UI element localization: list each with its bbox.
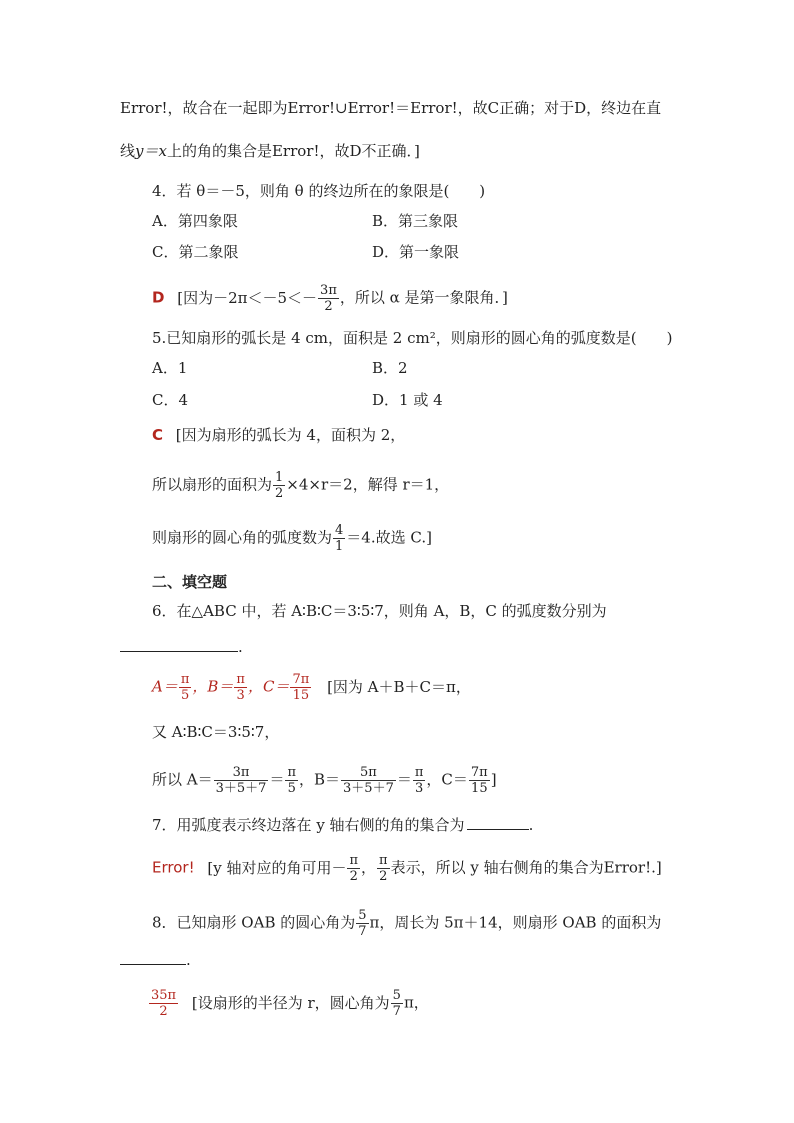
q8-blank-line: . [120,950,191,970]
q6-blank [120,637,238,652]
q6-answer-a-fraction: $\frac{\pi}{5}$ [180,672,190,703]
q5-option-d: D．1 或 4 [372,391,443,409]
q7-stem-line: 7．用弧度表示终边落在 y 轴右侧的角的集合为 . [152,816,534,834]
continuation-line-2 [120,141,420,161]
q5-answer-line [152,425,405,445]
q7-answer-line: Error! [y 轴对应的角可用－ $\frac{\pi}{2}$ ， $\frac{\pi}{2}$ 表示，所以 y 轴右侧角的集合为Error!.] [152,853,662,884]
q7-frac-2: $\frac{\pi}{2}$ [379,853,388,884]
q6-explanation-2: 又 A∶B∶C＝3∶5∶7， [152,723,280,741]
q6-frac-3: $\frac{5\pi}{3+5+7}$ [343,765,394,796]
q4-answer-line [152,283,508,314]
q7-blank [467,815,529,830]
q6-frac-1: $\frac{3\pi}{3+5+7}$ [215,765,267,796]
text: 线 [120,142,136,160]
q6-frac-4: $\frac{\pi}{3}$ [414,765,424,796]
q7-answer: Error! [152,858,195,877]
q5-explanation-3: 则扇形的圆心角的弧度数为 $\frac{4}{1}$ ＝4.故选 C.] [152,523,432,554]
q4-option-d: D．第一象限 [372,243,460,261]
q5-explanation-2: 所以扇形的面积为 $\frac{1}{2}$ ×4×r＝2，解得 r＝1， [152,470,450,501]
q6-stem: 6．在△ABC 中，若 A∶B∶C＝3∶5∶7，则角 A，B，C 的弧度数分别为 [152,602,607,620]
q8-answer-fraction: $\frac{35\pi}{2}$ [151,988,177,1019]
q7-frac-1: $\frac{\pi}{2}$ [349,853,359,884]
q8-blank [120,950,186,965]
q4-stem: 4．若 θ＝－5，则角 θ 的终边所在的象限是( ) [152,182,486,200]
q4-explanation-a: [因为－2π＜－5＜－ [177,288,318,307]
q4-option-b: B．第三象限 [372,212,459,230]
section-heading: 二、填空题 [152,573,228,591]
q8-stem-line: 8．已知扇形 OAB 的圆心角为 $\frac{5}{7}$ π，周长为 5π＋14，则扇形 OAB 的面积为 [152,908,662,939]
q8-answer-line: $\frac{35\pi}{2}$ [设扇形的半径为 r，圆心角为 $\frac{5}{7}$ π， [151,988,429,1019]
q6-explanation-1: [因为 A＋B＋C＝π， [327,677,471,696]
text: 上的角的集合是Error!，故D不正确．] [166,142,420,160]
q5-fraction-ratio: $\frac{4}{1}$ [335,523,344,554]
math-expr: y＝x [135,142,167,160]
q6-answer-b-fraction: $\frac{\pi}{3}$ [236,672,245,703]
q5-explanation-1: [因为扇形的弧长为 4，面积为 2， [175,426,406,444]
q8-frac: $\frac{5}{7}$ [358,908,367,939]
q4-explanation-b: ，所以 α 是第一象限角．] [339,288,508,307]
q5-option-c: C．4 [152,391,189,409]
q5-fraction-half: $\frac{1}{2}$ [275,470,284,501]
q6-blank-line: . [120,637,243,657]
q6-explanation-3: 所以 A＝ $\frac{3\pi}{3+5+7}$ ＝ $\frac{\pi}{5}$ ，B＝ $\frac{5\pi}{3+5+7}$ ＝ $\frac{\pi}{3}$ ，C＝ $\frac{7\pi}{15}$ ] [152,765,497,796]
q4-fraction: $\frac{3\pi}{2}$ [320,283,337,314]
q5-option-b: B．2 [372,359,408,377]
q4-option-c: C．第二象限 [152,243,239,261]
q6-answer-c-fraction: $\frac{7\pi}{15}$ [292,672,310,703]
q5-answer: C [152,426,164,444]
q6-frac-2: $\frac{\pi}{5}$ [287,765,296,796]
continuation-line-1: Error!，故合在一起即为Error!∪Error!＝Error!，故C正确；对于D，终边在直 [120,99,662,117]
q6-frac-5: $\frac{7\pi}{15}$ [470,765,488,796]
q4-option-a: A．第四象限 [152,212,238,230]
q5-option-a: A．1 [152,359,188,377]
q5-stem: 5.已知扇形的弧长是 4 cm，面积是 2 cm²，则扇形的圆心角的弧度数是( ) [152,329,673,347]
q4-answer: D [152,288,165,307]
q8-expl-frac: $\frac{5}{7}$ [392,988,401,1019]
q6-answer-line: A＝ $\frac{\pi}{5}$ ，B＝ $\frac{\pi}{3}$ ，C＝ $\frac{7\pi}{15}$ [因为 A＋B＋C＝π， [152,672,471,703]
